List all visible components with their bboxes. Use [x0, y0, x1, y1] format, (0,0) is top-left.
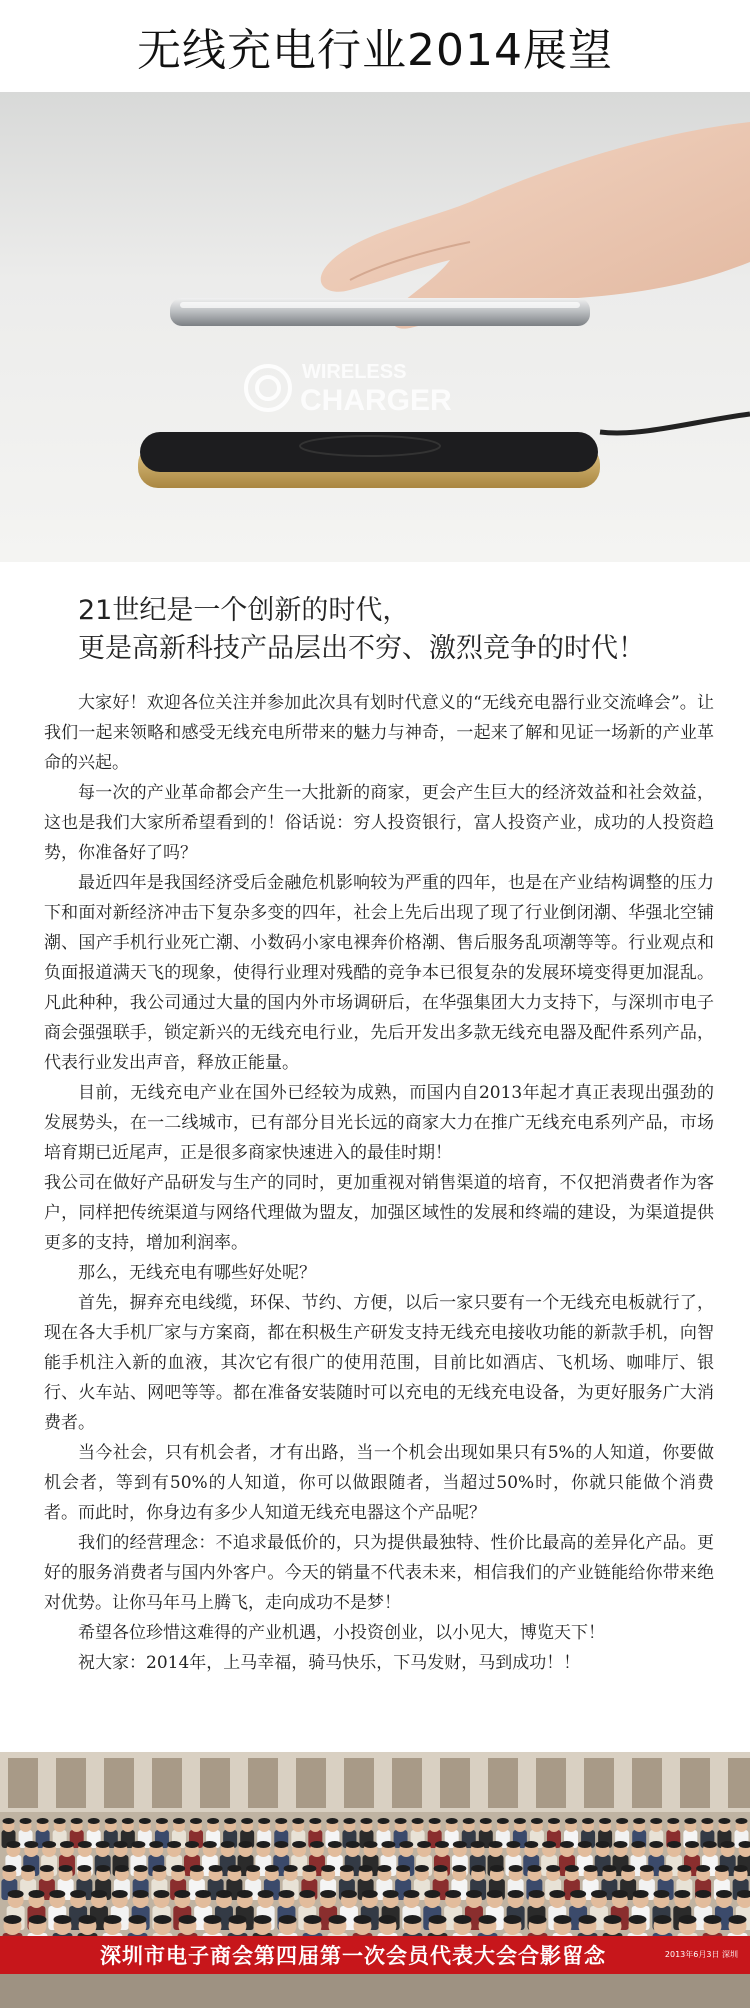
article-paragraph: 大家好！欢迎各位关注并参加此次具有划时代意义的“无线充电器行业交流峰会”。让我们一起来领略和感受无线充电所带来的魅力与神奇，一起来了解和见证一场新的产业革命的兴起。 — [44, 693, 714, 773]
page-title: 无线充电行业2014展望 — [137, 25, 613, 76]
article-paragraph: 那么，无线充电有哪些好处呢？ — [78, 1263, 316, 1283]
charging-pad-top — [140, 432, 598, 472]
article-paragraph: 我公司在做好产品研发与生产的同时，更加重视对销售渠道的培育，不仅把消费者作为客户，同样把传统渠道与网络代理做为盟友，加强区域性的发展和终端的建设，为渠道提供更多的支持，增加利润率。 — [44, 1173, 714, 1253]
article-paragraph: 希望各位珍惜这难得的产业机遇，小投资创业，以小见大，博览天下！ — [78, 1623, 605, 1643]
article-paragraph: 当今社会，只有机会者，才有出路，当一个机会出现如果只有5%的人知道，你要做机会者，等到有50%的人知道，你可以做跟随者，当超过50%时，你就只能做个消费者。而此时，你身边有多少人知道无线充电器这个产品呢？ — [44, 1443, 714, 1523]
slogan-line2: 更是高新科技产品层出不穷、激烈竞争的时代！ — [78, 633, 645, 664]
slogan-line1: 21世纪是一个创新的时代， — [78, 595, 410, 626]
article-paragraph: 首先，摒弃充电线缆，环保、节约、方便，以后一家只要有一个无线充电板就行了，现在各大手机厂家与方案商，都在积极生产研发支持无线充电接收功能的新款手机，向智能手机注入新的血液，其次它有很广的使用范围，目前比如酒店、飞机场、咖啡厅、银行、火车站、网吧等等。都在准备安装随时可以充电的无线充电设备，为更好服务广大消费者。 — [44, 1293, 714, 1433]
article-paragraph: 我们的经营理念：不追求最低价的，只为提供最独特、性价比最高的差异化产品。更好的服务消费者与国内外客户。今天的销量不代表未来，相信我们的产业链能给你带来绝对优势。让你马年马上腾飞，走向成功不是梦！ — [44, 1533, 714, 1613]
logo-line2: CHARGER — [300, 384, 452, 417]
slogan — [78, 592, 718, 668]
logo-line1: WIRELESS — [302, 361, 407, 383]
hero-product-image — [0, 92, 750, 562]
article-paragraph: 每一次的产业革命都会产生一大批新的商家，更会产生巨大的经济效益和社会效益，这也是我们大家所希望看到的！俗话说：穷人投资银行，富人投资产业，成功的人投资趋势，你准备好了吗？ — [44, 783, 714, 863]
article-paragraph: 目前，无线充电产业在国外已经较为成熟，而国内自2013年起才真正表现出强劲的发展势头，在一二线城市，已有部分目光长远的商家大力在推广无线充电系列产品，市场培育期已近尾声，正是很多商家快速进入的最佳时期！ — [44, 1083, 714, 1163]
article-body — [44, 688, 714, 1678]
group-photo-caption: 深圳市电子商会第四届第一次会员代表大会合影留念 — [100, 1943, 606, 1968]
group-photo-caption-bar — [0, 1936, 750, 1974]
group-photo-date: 2013年6月3日 深圳 — [664, 1950, 738, 1959]
hand-shape — [321, 122, 750, 329]
article-paragraph: 最近四年是我国经济受后金融危机影响较为严重的四年，也是在产业结构调整的压力下和面对新经济冲击下复杂多变的四年，社会上先后出现了现了行业倒闭潮、华强北空铺潮、国产手机行业死亡潮、小数码小家电裸奔价格潮、售后服务乱项潮等等。行业观点和负面报道满天飞的现象，使得行业理对残酷的竞争本已很复杂的发展环境变得更加混乱。凡此种种，我公司通过大量的国内外市场调研后，在华强集团大力支持下，与深圳市电子商会强强联手，锁定新兴的无线充电行业，先后开发出多款无线充电器及配件系列产品，代表行业发出声音，释放正能量。 — [44, 873, 714, 1073]
article-paragraph: 祝大家：2014年，上马幸福，骑马快乐，下马发财，马到成功！！ — [78, 1653, 581, 1673]
